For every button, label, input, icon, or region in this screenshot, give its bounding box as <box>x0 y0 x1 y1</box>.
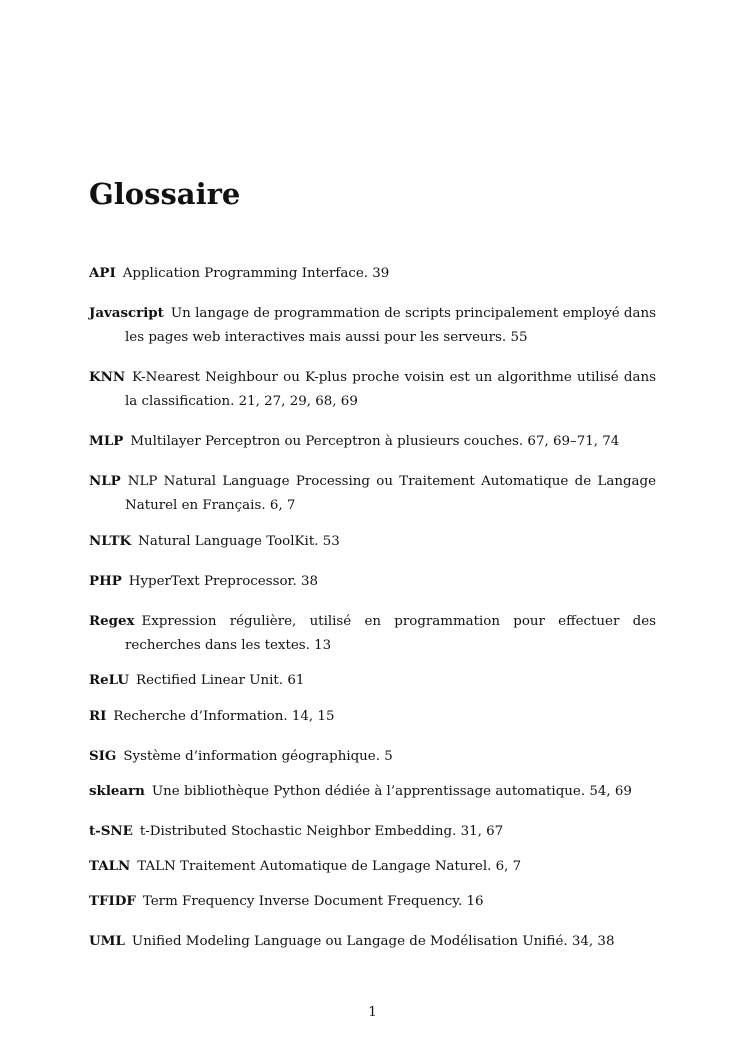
glossary-entry-api <box>89 261 656 286</box>
glossary-term: ReLU <box>89 672 130 688</box>
page-number: 1 <box>368 1005 377 1020</box>
glossary-entry-tfidf <box>89 889 656 914</box>
glossary-entry-taln <box>89 854 656 879</box>
glossary-term: NLTK <box>89 533 132 549</box>
glossary-term: UML <box>89 933 125 949</box>
glossary-term: NLP <box>89 473 121 489</box>
glossary-entry-sig <box>89 744 656 769</box>
glossary-definition: Term Frequency Inverse Document Frequency. 16 <box>142 894 484 909</box>
glossary-definition: t-Distributed Stochastic Neighbor Embedding. 31, 67 <box>139 824 504 839</box>
glossary-entry-mlp <box>89 429 656 454</box>
glossary-entry-uml <box>89 929 656 954</box>
glossary-term: KNN <box>89 369 126 385</box>
glossary-definition: Application Programming Interface. 39 <box>122 266 390 281</box>
glossary-entry-sklearn <box>89 779 656 804</box>
glossary-term: TFIDF <box>89 893 136 909</box>
glossary-definition: Recherche d’Information. 14, 15 <box>113 709 335 724</box>
glossary-term: sklearn <box>89 783 145 799</box>
glossary-term: RI <box>89 708 107 724</box>
glossary-entry-relu <box>89 668 656 693</box>
glossary-term: SIG <box>89 748 117 764</box>
glossary-entry-nlp <box>89 469 656 518</box>
glossary-entry-php <box>89 569 656 594</box>
glossary-definition: Natural Language ToolKit. 53 <box>138 534 340 549</box>
glossary-definition: HyperText Preprocessor. 38 <box>128 574 319 589</box>
glossary-definition: Expression régulière, utilisé en programmation pour effectuer des recherches dans les textes. 13 <box>125 614 656 653</box>
glossary-definition: Unified Modeling Language ou Langage de Modélisation Unifié. 34, 38 <box>131 934 615 949</box>
glossary-definition: NLP Natural Language Processing ou Traitement Automatique de Langage Naturel en Français. 6, 7 <box>125 474 656 513</box>
glossary-term: MLP <box>89 433 124 449</box>
glossary-definition: Système d’information géographique. 5 <box>123 749 393 764</box>
glossary-definition: Une bibliothèque Python dédiée à l’apprentissage automatique. 54, 69 <box>151 784 632 799</box>
glossary-definition: Rectified Linear Unit. 61 <box>136 673 305 688</box>
glossary-definition: K-Nearest Neighbour ou K-plus proche voisin est un algorithme utilisé dans la classification. 21, 27, 29, 68, 69 <box>125 370 656 409</box>
glossary-entry-ri <box>89 704 656 729</box>
glossary-term: TALN <box>89 858 131 874</box>
glossary-term: PHP <box>89 573 122 589</box>
glossary-entry-regex <box>89 609 656 658</box>
glossary-entry-knn <box>89 365 656 414</box>
glossary-entry-t-sne <box>89 819 656 844</box>
glossary-term: t-SNE <box>89 823 133 839</box>
glossary-definition: Multilayer Perceptron ou Perceptron à plusieurs couches. 67, 69–71, 74 <box>130 434 620 449</box>
glossary-entry-javascript <box>89 301 656 350</box>
glossary-term: Javascript <box>89 305 164 321</box>
glossary-term: API <box>89 265 116 281</box>
glossary-entry-nltk <box>89 529 656 554</box>
glossary-definition: Un langage de programmation de scripts principalement employé dans les pages web interactives mais aussi pour les serveurs. 55 <box>125 306 656 345</box>
glossary-definition: TALN Traitement Automatique de Langage Naturel. 6, 7 <box>137 859 522 874</box>
page-title: Glossaire <box>89 177 241 211</box>
glossary-term: Regex <box>89 613 135 629</box>
